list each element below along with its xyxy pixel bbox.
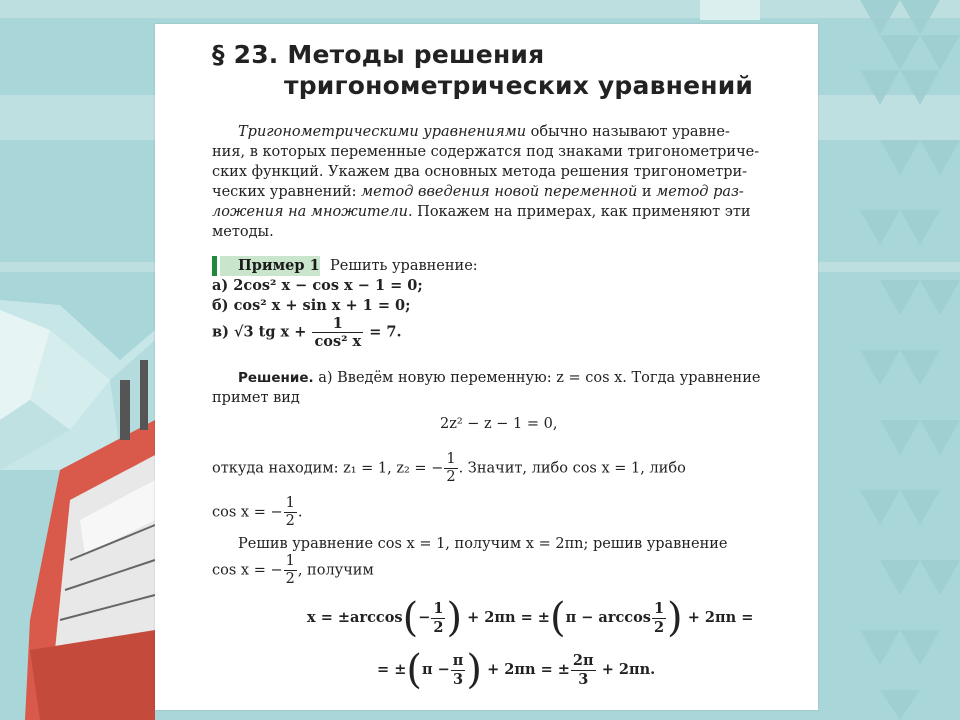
formula-text: − <box>418 609 431 626</box>
fraction-numerator: 1 <box>433 600 444 618</box>
example-item-b: б) cos² x + sin x + 1 = 0; <box>212 297 411 314</box>
fraction-denominator: 2 <box>285 571 295 588</box>
intro-line-4 <box>212 182 744 202</box>
formula-text: + 2πn = ± <box>467 609 550 626</box>
section-title-line2: тригонометрических уравнений <box>284 71 754 100</box>
left-paren: ( <box>402 595 419 641</box>
item-c-suffix: = 7. <box>369 323 402 341</box>
example-marker-bar <box>212 256 217 276</box>
fraction-denominator: 2 <box>653 618 665 636</box>
fraction-numerator: 1 <box>444 452 457 469</box>
solution-line-3 <box>212 452 686 485</box>
formula-line-2 <box>377 647 656 693</box>
fraction-numerator: 1 <box>284 554 297 571</box>
textbook-page <box>155 24 818 710</box>
cos-text: , получим <box>297 562 374 579</box>
fraction-denominator: 2 <box>446 469 456 486</box>
solution-label: Решение. <box>238 370 314 386</box>
intro-line-3: ских функций. Укажем два основных метода решения тригонометри- <box>212 164 748 180</box>
left-paren: ( <box>549 595 566 641</box>
right-paren: ) <box>667 595 683 641</box>
formula-text: π − arccos <box>565 609 651 626</box>
formula-text: + 2πn = <box>687 609 754 626</box>
item-c-prefix: в) √3 tg x + <box>212 323 307 341</box>
intro-text: ческих уравнений: <box>212 184 362 200</box>
intro-line-2: ния, в которых переменные содержатся под знаками тригонометриче- <box>212 144 760 160</box>
cos-text: cos x = − <box>212 504 283 521</box>
fraction-denominator: 2 <box>285 513 295 530</box>
left-paren: ( <box>406 647 422 693</box>
solution-line-6 <box>212 554 374 587</box>
right-paren: ) <box>466 647 483 693</box>
formula-line-1 <box>307 595 754 641</box>
fraction-numerator: 1 <box>284 496 297 513</box>
solution-text: а) Введём новую переменную: z = cos x. Тогда уравнение <box>313 370 761 386</box>
method-1-term: метод введения новой переменной <box>361 184 638 200</box>
formula-text: π − <box>421 661 450 678</box>
roots-text: откуда находим: z₁ = 1, z₂ = − <box>212 460 444 477</box>
solution-line-2: примет вид <box>212 390 300 406</box>
fraction-numerator: π <box>452 652 464 670</box>
formula-text: + 2πn = ± <box>487 661 570 678</box>
fraction-denominator: 2 <box>433 618 444 636</box>
example-tag: Пример 1 <box>220 256 320 276</box>
example-item-c <box>212 316 402 349</box>
intro-text: . Покажем на примерах, как применяют эти <box>407 204 751 220</box>
formula-text: x = ±arccos <box>307 609 403 626</box>
fraction-denominator: 3 <box>578 670 589 688</box>
fraction-numerator: 2π <box>572 652 594 670</box>
intro-line-1 <box>238 122 730 142</box>
intro-term: Тригонометрическими уравнениями <box>238 124 527 140</box>
intro-line-5 <box>212 202 751 222</box>
formula-text: = ± <box>377 661 407 678</box>
example-item-a: а) 2cos² x − cos x − 1 = 0; <box>212 277 423 294</box>
solution-line-5: Решив уравнение cos x = 1, получим x = 2πn; решив уравнение <box>238 536 728 552</box>
solution-line-4 <box>212 496 302 529</box>
formula-text: + 2πn. <box>601 661 656 678</box>
cos-text: . <box>297 504 303 521</box>
roots-text: . Значит, либо cos x = 1, либо <box>458 460 686 477</box>
example-task: Решить уравнение: <box>330 258 478 274</box>
method-2-term: метод раз- <box>656 184 744 200</box>
cos-text: cos x = − <box>212 562 283 579</box>
fraction-numerator: 1 <box>312 316 363 333</box>
fraction-denominator: 3 <box>453 670 464 688</box>
intro-line-6: методы. <box>212 224 274 240</box>
intro-text: и <box>637 184 657 200</box>
fraction-numerator: 1 <box>653 600 665 618</box>
solution-line-1 <box>238 368 760 388</box>
method-2-term: ложения на множители <box>212 204 408 220</box>
quadratic-equation: 2z² − z − 1 = 0, <box>440 416 558 432</box>
section-title-line1: § 23. Методы решения <box>212 40 545 69</box>
intro-text: обычно называют уравне- <box>526 124 730 140</box>
right-paren: ) <box>446 595 463 641</box>
fraction-denominator: cos² x <box>314 333 362 351</box>
